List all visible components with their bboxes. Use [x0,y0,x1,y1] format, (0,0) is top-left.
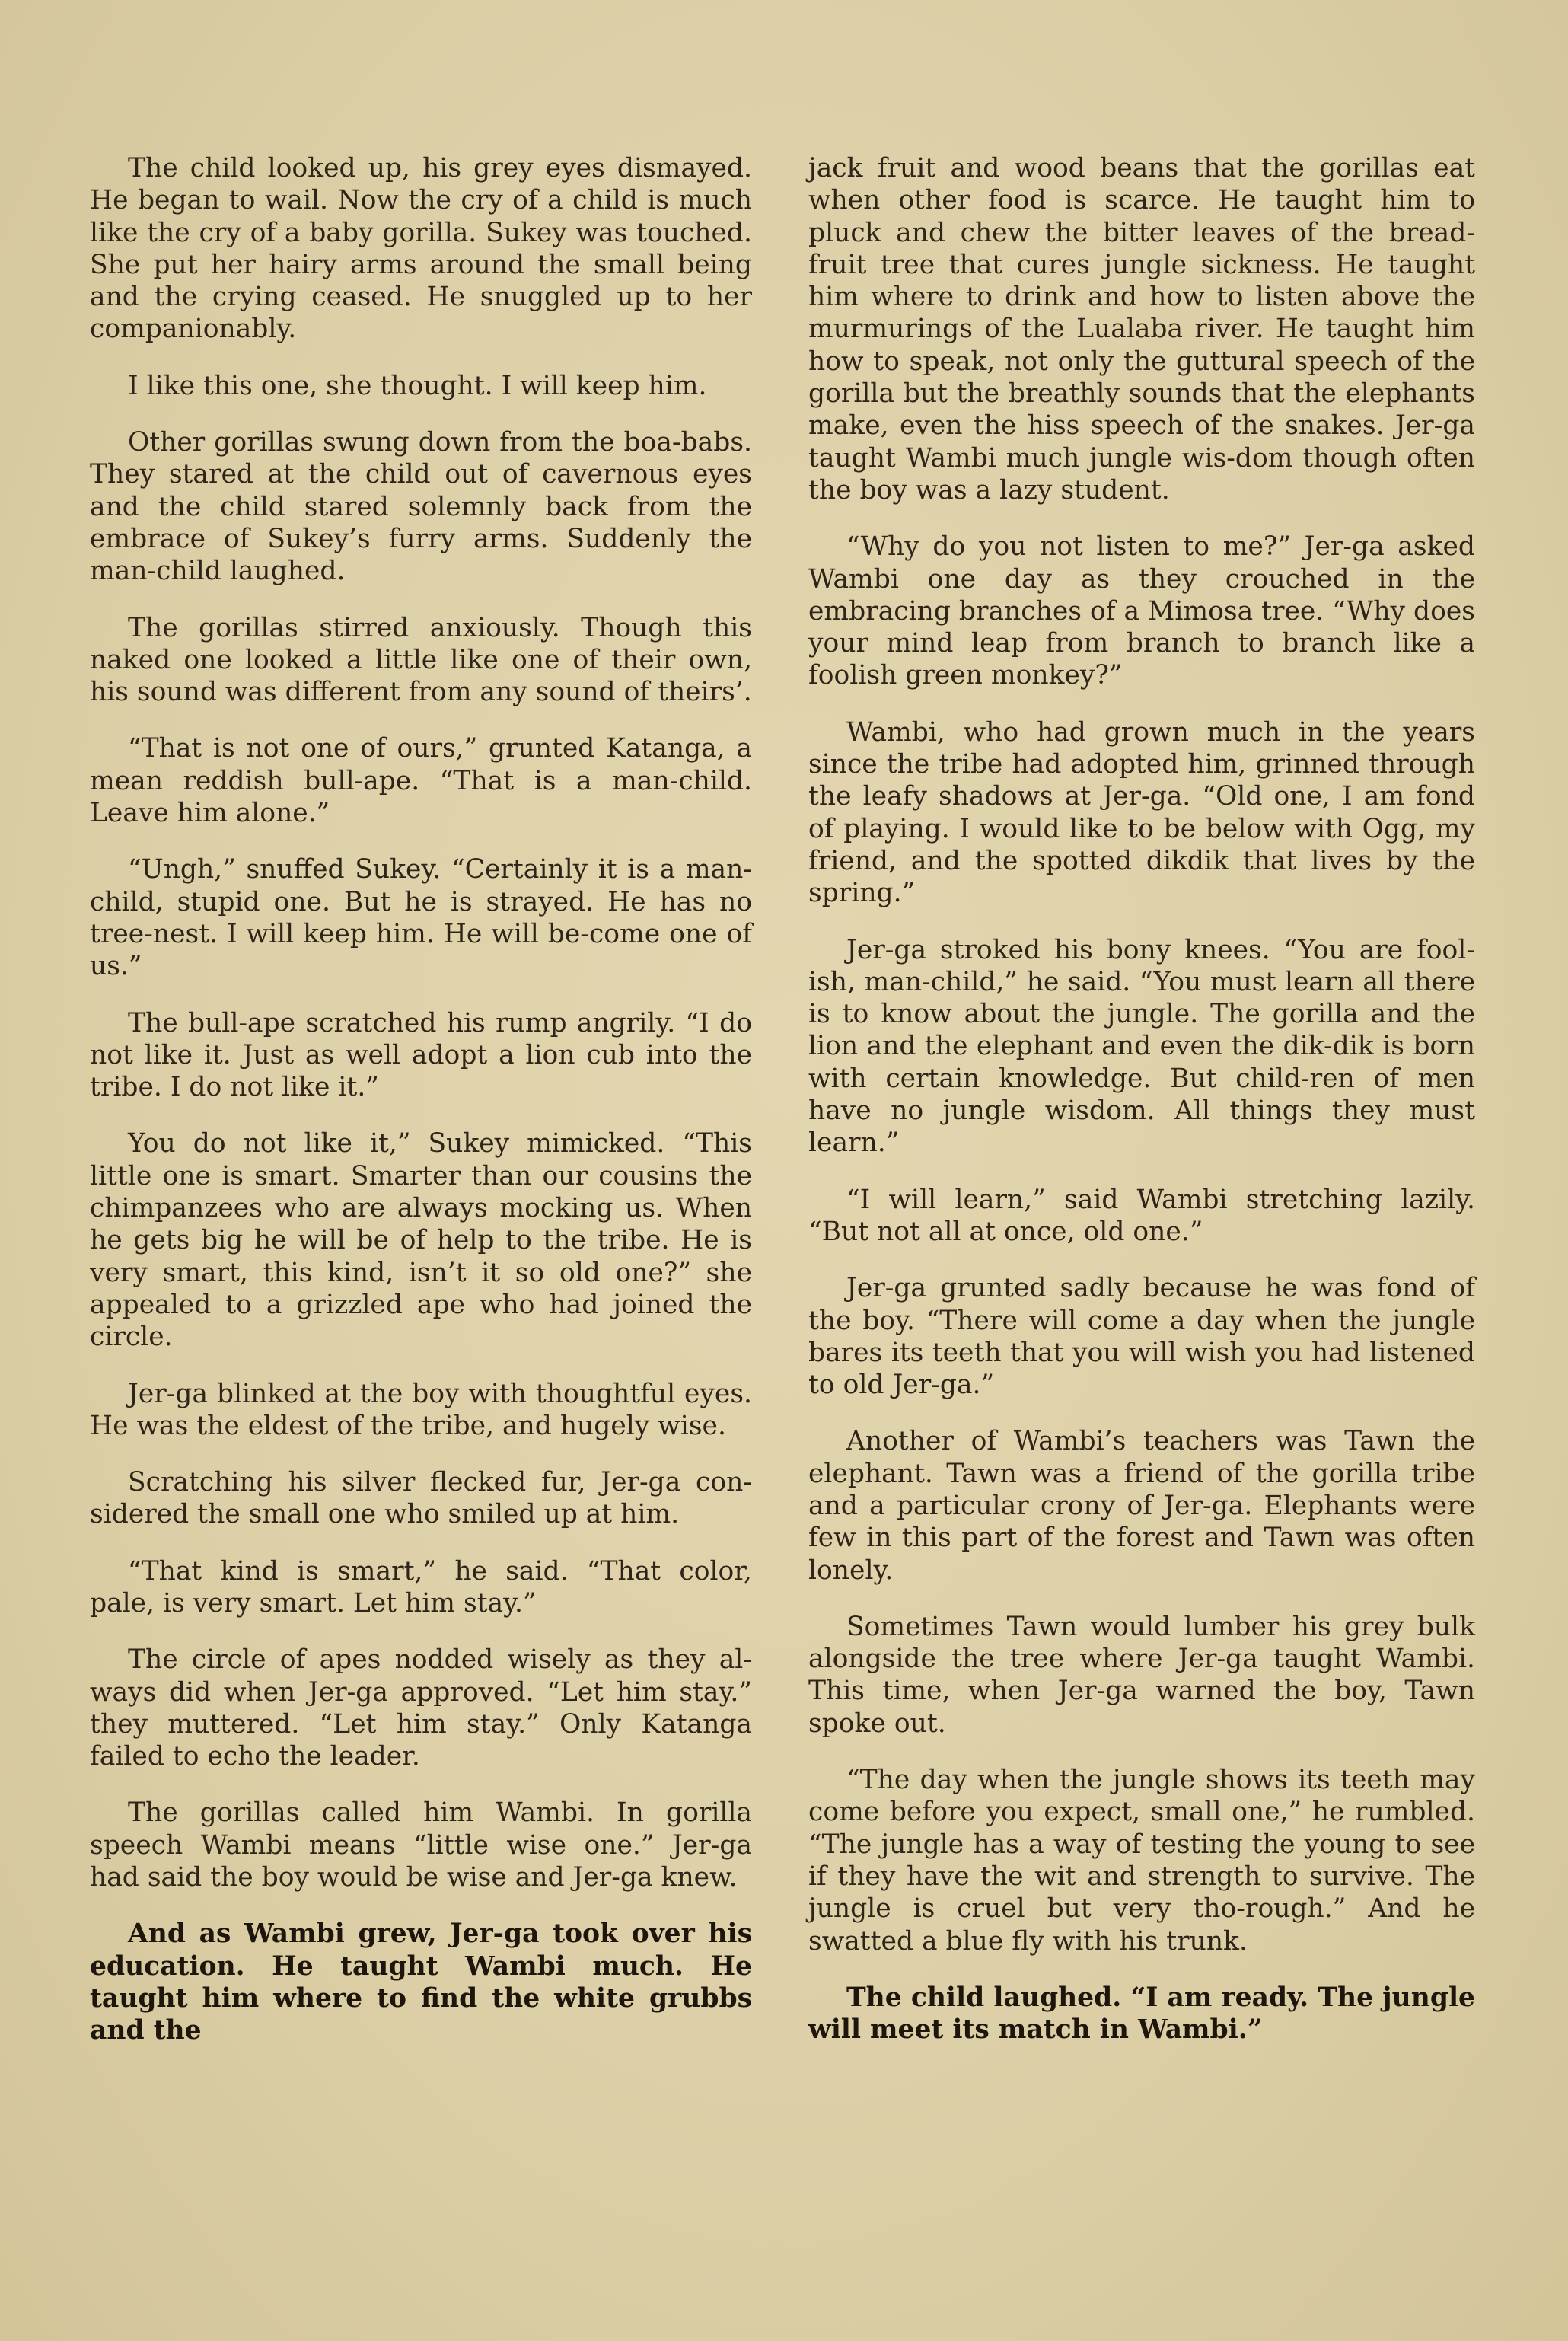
paragraph: And as Wambi grew, Jer-ga took over his education. He taught Wambi much. He taught him where to find the white grubbs and the [90,1918,752,2046]
paragraph: The gorillas called him Wambi. In gorilla speech Wambi means “little wise one.” Jer-ga had said the boy would be wise and Jer-ga knew. [90,1797,752,1893]
paragraph: The circle of apes nodded wisely as they al-ways did when Jer-ga approved. “Let him stay.” they muttered. “Let him stay.” Only Katanga failed to echo the leader. [90,1644,752,1772]
paragraph: Jer-ga stroked his bony knees. “You are fool-ish, man-child,” he said. “You must learn all there is to know about the jungle. The gorilla and the lion and the elephant and even the dik-dik is born with certain knowledge. But child-ren of men have no jungle wisdom. All things they must learn.” [808,934,1475,1159]
paragraph: Scratching his silver flecked fur, Jer-ga con-sidered the small one who smiled up at him. [90,1467,752,1530]
paragraph: Wambi, who had grown much in the years since the tribe had adopted him, grinned through the leafy shadows at Jer-ga. “Old one, I am fond of playing. I would like to be below with Ogg, my friend, and the spotted dikdik that lives by the spring.” [808,716,1475,909]
paragraph: The child looked up, his grey eyes dismayed. He began to wail. Now the cry of a child is much like the cry of a baby gorilla. Sukey was touched. She put her hairy arms around the small being and the crying ceased. He snuggled up to her companionably. [90,153,752,345]
paragraph: jack fruit and wood beans that the gorillas eat when other food is scarce. He taught him to pluck and chew the bitter leaves of the bread-fruit tree that cures jungle sickness. He taught him where to drink and how to listen above the murmurings of the Lualaba river. He taught him how to speak, not only the guttural speech of the gorilla but the breathly sounds that the elephants make, even the hiss speech of the snakes. Jer-ga taught Wambi much jungle wis-dom though often the boy was a lazy student. [808,153,1475,506]
paragraph: The gorillas stirred anxiously. Though this naked one looked a little like one of their own, his sound was different from any sound of theirs’. [90,612,752,708]
paragraph: Jer-ga blinked at the boy with thoughtful eyes. He was the eldest of the tribe, and hugely wise. [90,1378,752,1441]
paragraph: “That kind is smart,” he said. “That color, pale, is very smart. Let him stay.” [90,1555,752,1619]
paragraph: Another of Wambi’s teachers was Tawn the elephant. Tawn was a friend of the gorilla tribe and a particular crony of Jer-ga. Elephants were few in this part of the forest and Tawn was often lonely. [808,1426,1475,1586]
right-column [808,152,1475,2070]
paragraph: You do not like it,” Sukey mimicked. “This little one is smart. Smarter than our cousins the chimpanzees who are always mocking us. When he gets big he will be of help to the tribe. He is very smart, this kind, isn’t it so old one?” she appealed to a grizzled ape who had joined the circle. [90,1128,752,1353]
paragraph: I like this one, she thought. I will keep him. [128,370,707,401]
paragraph: “I will learn,” said Wambi stretching lazily. “But not all at once, old one.” [808,1184,1475,1247]
paragraph: Jer-ga grunted sadly because he was fond of the boy. “There will come a day when the jungle bares its teeth that you will wish you had listened to old Jer-ga.” [808,1273,1475,1401]
left-column [90,152,752,2071]
paragraph: The child laughed. “I am ready. The jungle will meet its match in Wambi.” [808,1982,1475,2046]
paragraph: The bull-ape scratched his rump angrily. “I do not like it. Just as well adopt a lion cub into the tribe. I do not like it.” [90,1007,752,1103]
paragraph: “Why do you not listen to me?” Jer-ga asked Wambi one day as they crouched in the embracing branches of a Mimosa tree. “Why does your mind leap from branch to branch like a foolish green monkey?” [808,531,1475,691]
paragraph: Other gorillas swung down from the boa-babs. They stared at the child out of cavernous eyes and the child stared solemnly back from the embrace of Sukey’s furry arms. Suddenly the man-child laughed. [90,427,752,587]
paragraph: Sometimes Tawn would lumber his grey bulk alongside the tree where Jer-ga taught Wambi. This time, when Jer-ga warned the boy, Tawn spoke out. [808,1611,1475,1739]
paragraph: “Ungh,” snuffed Sukey. “Certainly it is a man-child, stupid one. But he is strayed. He has no tree-nest. I will keep him. He will be-come one of us.” [90,854,752,982]
paragraph: “The day when the jungle shows its teeth may come before you expect, small one,” he rumbled. “The jungle has a way of testing the young to see if they have the wit and strength to survive. The jungle is cruel but very tho-rough.” And he swatted a blue fly with his trunk. [808,1765,1475,1957]
paragraph: “That is not one of ours,” grunted Katanga, a mean reddish bull-ape. “That is a man-child. Leave him alone.” [90,733,752,829]
